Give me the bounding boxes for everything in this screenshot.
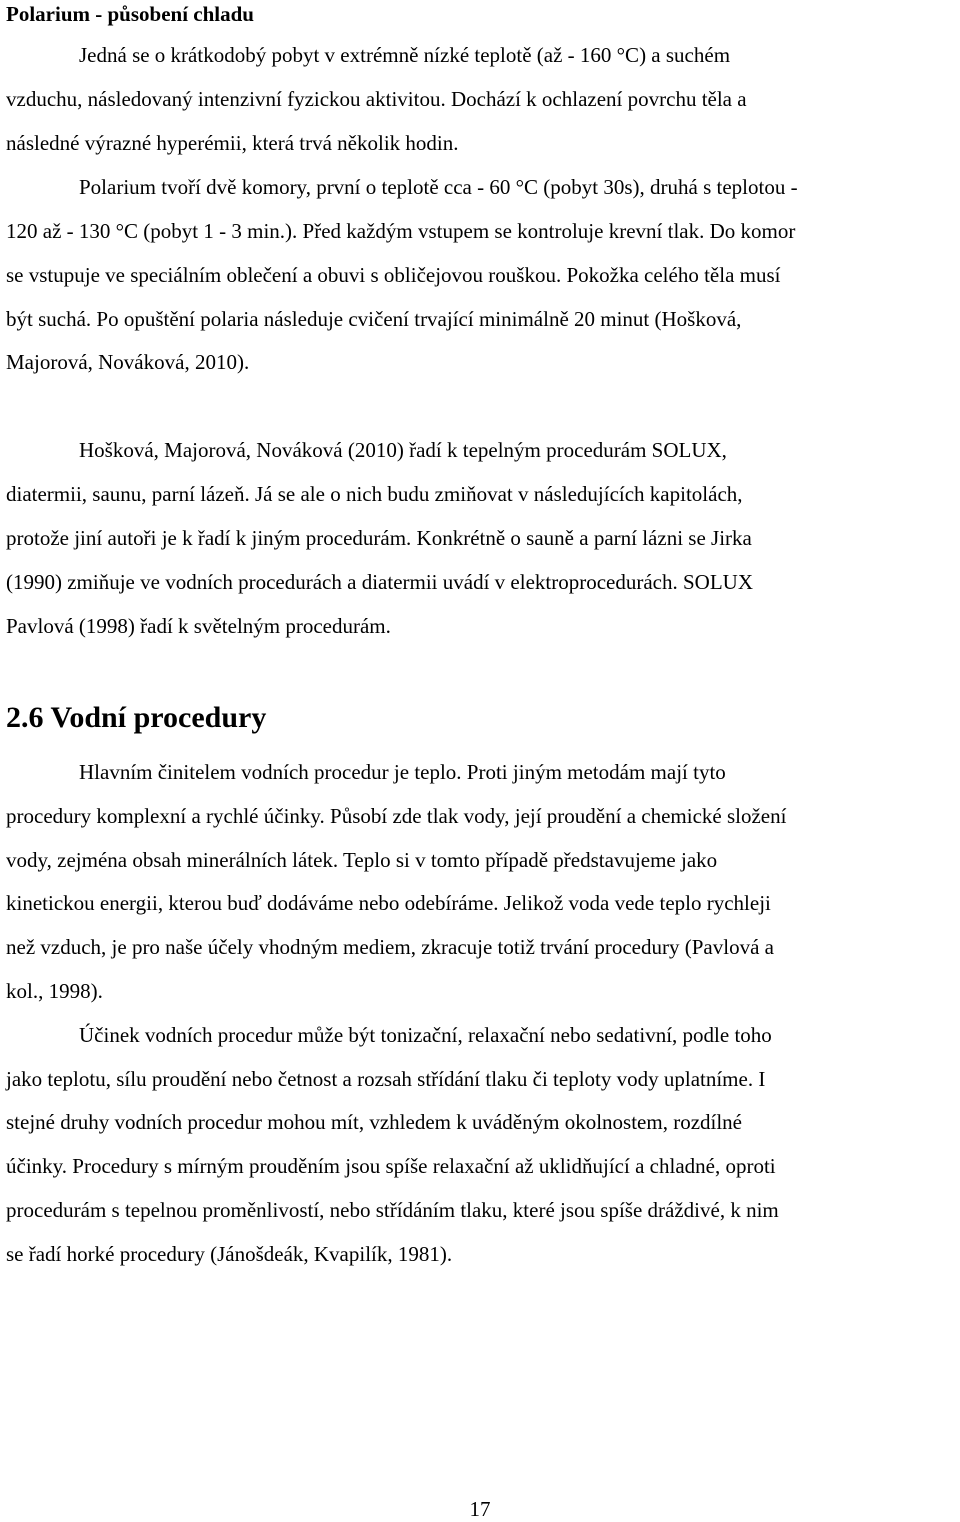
text-line: Polarium tvoří dvě komory, první o teplotě cca - 60 °C (pobyt 30s), druhá s teplotou - [79, 175, 798, 199]
text-line: vody, zejména obsah minerálních látek. Teplo si v tomto případě představujeme jako [6, 848, 718, 872]
text-line: Účinek vodních procedur může být tonizační, relaxační nebo sedativní, podle toho [79, 1023, 772, 1047]
text-line: protože jiní autoři je k řadí k jiným procedurám. Konkrétně o sauně a parní lázni se Jirka [6, 526, 752, 550]
text-line: kol., 1998). [6, 979, 103, 1003]
text-line: 120 až - 130 °C (pobyt 1 - 3 min.). Před každým vstupem se kontroluje krevní tlak. Do komor [6, 219, 796, 243]
text-line: se řadí horké procedury (Jánošdeák, Kvapilík, 1981). [6, 1242, 453, 1266]
section-title: Polarium - působení chladu [6, 2, 254, 26]
text-line: než vzduch, je pro naše účely vhodným mediem, zkracuje totiž trvání procedury (Pavlová a [6, 935, 774, 959]
text-line: Hlavním činitelem vodních procedur je teplo. Proti jiným metodám mají tyto [79, 760, 726, 784]
text-line: se vstupuje ve speciálním oblečení a obuvi s obličejovou rouškou. Pokožka celého těla musí [6, 263, 781, 287]
text-line: být suchá. Po opuštění polaria následuje cvičení trvající minimálně 20 minut (Hošková, [6, 307, 742, 331]
text-line: procedury komplexní a rychlé účinky. Působí zde tlak vody, její proudění a chemické složení [6, 804, 787, 828]
text-line: diatermii, saunu, parní lázeň. Já se ale o nich budu zmiňovat v následujících kapitolách, [6, 482, 743, 506]
text-line: stejné druhy vodních procedur mohou mít, vzhledem k uváděným okolnostem, rozdílné [6, 1110, 743, 1134]
text-line: Hošková, Majorová, Nováková (2010) řadí k tepelným procedurám SOLUX, [79, 438, 727, 462]
text-line: následné výrazné hyperémii, která trvá několik hodin. [6, 131, 459, 155]
text-line: Pavlová (1998) řadí k světelným procedurám. [6, 614, 391, 638]
text-line: (1990) zmiňuje ve vodních procedurách a diatermii uvádí v elektroprocedurách. SOLUX [6, 570, 753, 594]
text-line: účinky. Procedury s mírným prouděním jsou spíše relaxační až uklidňující a chladné, oproti [6, 1154, 776, 1178]
text-line: vzduchu, následovaný intenzivní fyzickou aktivitou. Dochází k ochlazení povrchu těla a [6, 87, 747, 111]
text-line: procedurám s tepelnou proměnlivostí, nebo střídáním tlaku, které jsou spíše dráždivé, k nim [6, 1198, 779, 1222]
text-line: jako teplotu, sílu proudění nebo četnost a rozsah střídání tlaku či teploty vody uplatníme. I [6, 1067, 766, 1091]
text-line: kinetickou energii, kterou buď dodáváme nebo odebíráme. Jelikož voda vede teplo rychleji [6, 891, 771, 915]
text-line: Majorová, Nováková, 2010). [6, 350, 250, 374]
chapter-heading: 2.6 Vodní procedury [6, 701, 267, 734]
text-line: Jedná se o krátkodobý pobyt v extrémně nízké teplotě (až - 160 °C) a suchém [79, 43, 731, 67]
page-number: 17 [469, 1497, 491, 1521]
